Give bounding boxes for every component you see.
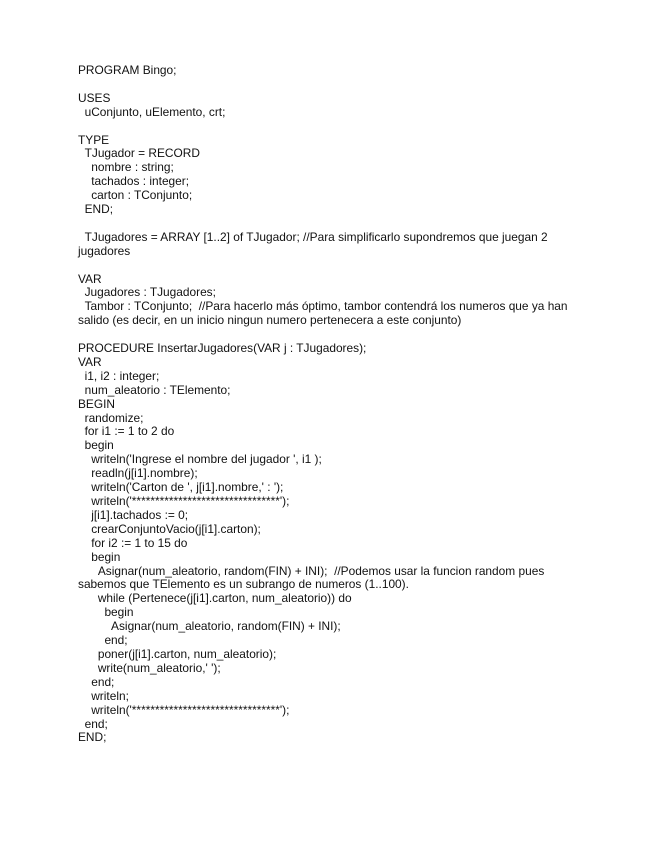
pascal-source-code — [78, 64, 578, 745]
code-line: END; — [78, 730, 107, 745]
blank-line — [78, 78, 578, 92]
code-line: END; — [78, 202, 114, 217]
code-line: write(num_aleatorio,' '); — [78, 660, 221, 675]
code-line: uConjunto, uElemento, crt; — [78, 104, 226, 119]
code-line: carton : TConjunto; — [78, 188, 193, 203]
code-line: Jugadores : TJugadores; — [78, 285, 216, 300]
code-line: end; — [78, 716, 108, 731]
code-line: crearConjuntoVacio(j[i1].carton); — [78, 521, 261, 536]
code-line: num_aleatorio : TElemento; — [78, 382, 231, 397]
code-line: PROGRAM Bingo; — [78, 63, 177, 77]
blank-line — [78, 259, 578, 273]
code-line: VAR — [78, 354, 102, 369]
code-line: i1, i2 : integer; — [78, 368, 160, 383]
code-line: TYPE — [78, 132, 110, 147]
code-line: BEGIN — [78, 396, 116, 411]
code-line: poner(j[i1].carton, num_aleatorio); — [78, 646, 277, 661]
code-line: end; — [78, 633, 128, 648]
code-line: randomize; — [78, 410, 144, 425]
code-line: writeln('********************************'); — [78, 494, 290, 509]
code-line: writeln('Ingrese el nombre del jugador ', i1 ); — [78, 452, 322, 467]
code-line: USES — [78, 90, 111, 105]
blank-line — [78, 328, 578, 342]
code-line: writeln('********************************'); — [78, 702, 290, 717]
code-line: while (Pertenece(j[i1].carton, num_aleatorio)) do — [78, 591, 352, 606]
code-line: TJugador = RECORD — [78, 146, 200, 161]
code-line: for i2 := 1 to 15 do — [78, 535, 188, 550]
code-line: for i1 := 1 to 2 do — [78, 424, 175, 439]
code-line: writeln; — [78, 688, 129, 703]
code-line: nombre : string; — [78, 160, 174, 175]
code-line: begin — [78, 438, 114, 453]
code-line: begin — [78, 605, 134, 620]
code-line: end; — [78, 674, 115, 689]
code-line: Asignar(num_aleatorio, random(FIN) + INI); — [78, 619, 341, 634]
code-line: Tambor : TConjunto; //Para hacerlo más óptimo, tambor contendrá los numeros que ya han salido (es decir, en un inicio ningun numero pertenecera a este conjunto) — [78, 299, 571, 328]
code-line: TJugadores = ARRAY [1..2] of TJugador; //Para simplificarlo supondremos que juegan 2 jugadores — [78, 229, 551, 258]
code-line: VAR — [78, 271, 102, 286]
blank-line — [78, 120, 578, 134]
code-line: Asignar(num_aleatorio, random(FIN) + INI); //Podemos usar la funcion random pues sabemos que TElemento es un subrango de numeros (1..100). — [78, 563, 548, 592]
code-line: tachados : integer; — [78, 174, 190, 189]
blank-line — [78, 217, 578, 231]
code-line: begin — [78, 549, 121, 564]
code-line: readln(j[i1].nombre); — [78, 466, 198, 481]
code-line: PROCEDURE InsertarJugadores(VAR j : TJugadores); — [78, 341, 367, 356]
code-line: j[i1].tachados := 0; — [78, 507, 189, 522]
code-line: writeln('Carton de ', j[i1].nombre,' : '); — [78, 480, 284, 495]
